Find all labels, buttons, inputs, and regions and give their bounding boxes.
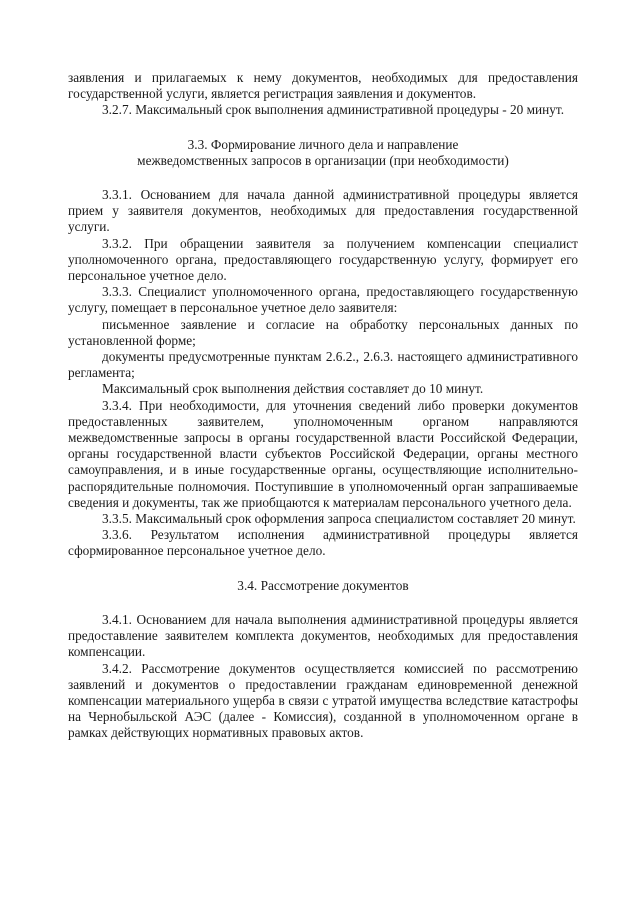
paragraph-3-3-2: 3.3.2. При обращении заявителя за получением компенсации специалист уполномоченного органа, предоставляющего государственную услугу, формирует его персональное учетное дело. xyxy=(68,235,578,284)
paragraph-3-3-3-item2: документы предусмотренные пунктам 2.6.2., 2.6.3. настоящего административного регламента; xyxy=(68,349,578,381)
section-heading-3-3-line1: 3.3. Формирование личного дела и направление xyxy=(187,136,459,152)
paragraph-3-2-7: 3.2.7. Максимальный срок выполнения административной процедуры - 20 минут. xyxy=(102,102,565,118)
paragraph-3-3-3-max-time: Максимальный срок выполнения действия составляет до 10 минут. xyxy=(102,381,484,397)
paragraph-3-3-3: 3.3.3. Специалист уполномоченного органа, предоставляющего государственную услугу, помещает в персональное учетное дело заявителя: xyxy=(68,284,578,316)
paragraph-3-3-1: 3.3.1. Основанием для начала данной административной процедуры является прием у заявителя документов, необходимых для предоставления государственной услуги. xyxy=(68,187,578,235)
paragraph-3-3-5: 3.3.5. Максимальный срок оформления запроса специалистом составляет 20 минут. xyxy=(102,511,576,527)
paragraph-3-4-1: 3.4.1. Основанием для начала выполнения административной процедуры является предоставление заявителем комплекта документов, необходимых для предоставления компенсации. xyxy=(68,611,578,660)
paragraph-3-3-3-item1: письменное заявление и согласие на обработку персональных данных по установленной форме; xyxy=(68,316,578,348)
section-heading-3-4: 3.4. Рассмотрение документов xyxy=(237,577,409,593)
paragraph-3-3-6: 3.3.6. Результатом исполнения административной процедуры является сформированное персональное учетное дело. xyxy=(68,527,578,559)
paragraph-3-4-2: 3.4.2. Рассмотрение документов осуществляется комиссией по рассмотрению заявлений и документов о предоставлении гражданам единовременной денежной компенсации материального ущерба в связи с утратой имущества вследствие катастрофы на Чернобыльской АЭС (далее - Комиссия), созданной в уполномоченном органе в рамках действующих нормативных правовых актов. xyxy=(68,660,578,741)
paragraph-intro: заявления и прилагаемых к нему документов, необходимых для предоставления государственной услуги, является регистрация заявления и документов. xyxy=(68,70,578,102)
paragraph-3-3-4: 3.3.4. При необходимости, для уточнения сведений либо проверки документов предоставленных заявителем, уполномоченным органом направляются межведомственные запросы в органы государственной власти Российской Федерации, органы государственной власти субъектов Российской Федерации, органы местного самоуправления, и в иные государственные органы, осуществляющие исполнительно-распорядительные полномочия. Поступившие в уполномоченный орган запрашиваемые сведения и документы, так же приобщаются к материалам персонального учетного дела. xyxy=(68,397,578,510)
section-heading-3-3-line2: межведомственных запросов в организации (при необходимости) xyxy=(137,152,509,168)
document-page xyxy=(68,70,578,742)
